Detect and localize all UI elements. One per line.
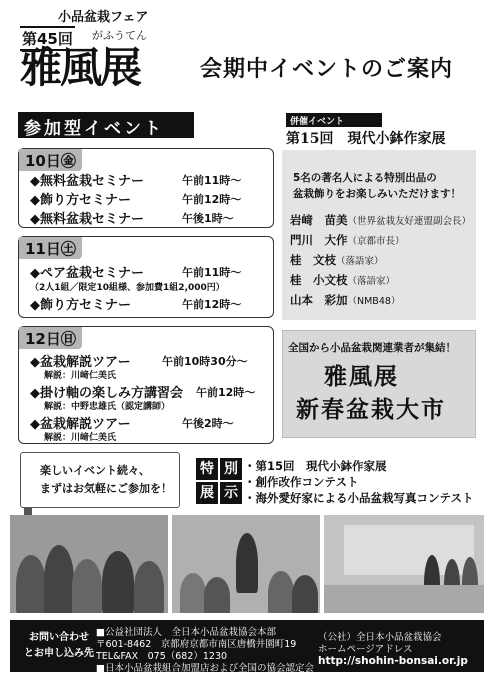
event-time: 午後1時〜 xyxy=(182,212,234,225)
event-row xyxy=(30,189,131,208)
contact-line: 〒601-8462 京都府京都市南区唐橋井園町19 xyxy=(96,639,297,650)
event-photo-crowd xyxy=(10,515,168,613)
contact-heading-line: お問い合わせ xyxy=(29,632,89,643)
event-time: 午前11時〜 xyxy=(182,174,242,187)
guest-name: 門川 大作 xyxy=(290,233,348,247)
page-title: 会期中イベントのご案内 xyxy=(200,57,454,82)
guest-role: （京都市長） xyxy=(347,236,405,247)
event-title: ◆盆栽解説ツアー xyxy=(30,355,131,370)
event-time: 午前12時〜 xyxy=(182,298,242,311)
market-title-1: 雅風展 xyxy=(324,363,399,390)
kyosai-tag: 併催イベント xyxy=(286,113,382,127)
market-title-2: 新春盆栽大市 xyxy=(296,396,446,423)
guest-name: 山本 彩加 xyxy=(290,293,348,307)
guest-person xyxy=(290,212,471,228)
event-time: 午前12時〜 xyxy=(182,193,242,206)
special-char: 別 xyxy=(220,458,242,480)
special-item: ・海外愛好家による小品盆栽写真コンテスト xyxy=(244,491,474,505)
guest-role: （落語家） xyxy=(347,276,396,287)
kyosai-title: 第15回 現代小鉢作家展 xyxy=(286,131,446,147)
guest-description xyxy=(293,170,461,202)
special-char: 示 xyxy=(220,482,242,504)
event-row xyxy=(30,208,144,227)
event-sub: 解説：川﨑仁美氏 xyxy=(44,433,117,443)
event-row xyxy=(30,294,131,313)
market-tagline: 全国から小品盆栽関連業者が集結！ xyxy=(288,342,456,354)
event-time: 午前12時〜 xyxy=(196,386,256,399)
event-photo-seminar xyxy=(172,515,320,613)
special-item: ・創作改作コンテスト xyxy=(244,475,359,489)
event-time: 午前11時〜 xyxy=(182,266,242,279)
special-item: ・第15回 現代小鉢作家展 xyxy=(244,459,387,473)
day-label: 10日㊎ xyxy=(19,149,82,171)
guest-person xyxy=(290,252,384,268)
special-char: 展 xyxy=(196,482,218,504)
event-sub: 解説：川﨑仁美氏 xyxy=(44,371,117,381)
guest-role: （世界盆栽友好連盟副会長） xyxy=(347,216,472,227)
edition-number: 第45回 xyxy=(20,26,75,51)
guest-name: 岩﨑 苗美 xyxy=(290,213,348,227)
events-banner: 参加型イベント xyxy=(18,112,194,138)
event-note: （2人1組／限定10組様、参加費1組2,000円） xyxy=(30,283,225,293)
day-label: 12日㊐ xyxy=(19,327,82,349)
contact-line: ■公益社団法人 全日本小品盆栽協会本部 xyxy=(96,627,276,638)
fair-subtitle: 小品盆栽フェア xyxy=(58,10,149,25)
guest-person xyxy=(290,292,400,308)
contact-heading xyxy=(18,630,100,662)
event-title: ◆掛け軸の楽しみ方講習会 xyxy=(30,386,183,401)
contact-line: TEL&FAX 075（682）1230 xyxy=(96,651,228,662)
event-title: ◆無料盆栽セミナー xyxy=(30,212,144,227)
sign-line: 楽しいイベント続々、 xyxy=(40,464,150,477)
logo-furigana: がふうてん xyxy=(92,29,147,42)
day-label: 11日㊏ xyxy=(19,237,82,259)
association-name: （公社）全日本小品盆栽協会 xyxy=(318,632,442,643)
event-title: ◆ペア盆栽セミナー xyxy=(30,266,144,281)
sign-line: まずはお気軽にご参加を！ xyxy=(40,482,172,495)
gafuten-logo: 雅風展 xyxy=(20,43,141,92)
guest-person xyxy=(290,232,405,248)
guest-name: 桂 文枝 xyxy=(290,253,336,267)
guest-desc-line: 盆栽飾りをお楽しみいただけます！ xyxy=(293,188,461,200)
event-time: 午後2時〜 xyxy=(182,417,234,430)
event-title: ◆飾り方セミナー xyxy=(30,298,131,313)
event-title: ◆飾り方セミナー xyxy=(30,193,131,208)
guest-role: （落語家） xyxy=(336,256,384,267)
event-photo-exhibit xyxy=(324,515,484,613)
homepage-label: ホームページアドレス xyxy=(318,644,413,655)
event-time: 午前10時30分〜 xyxy=(162,355,248,368)
contact-line: ■日本小品盆栽組合加盟店および全国の協会認定会 xyxy=(96,663,314,674)
event-title: ◆無料盆栽セミナー xyxy=(30,174,144,189)
guest-desc-line: 5名の著名人による特別出品の xyxy=(293,172,437,184)
contact-heading-line: とお申し込み先 xyxy=(24,648,94,659)
guest-name: 桂 小文枝 xyxy=(290,273,348,287)
special-char: 特 xyxy=(196,458,218,480)
event-title: ◆盆栽解説ツアー xyxy=(30,417,131,432)
guest-role: （NMB48） xyxy=(347,296,401,307)
event-sub: 解説：中野忠雄氏（認定講師） xyxy=(44,402,171,412)
homepage-url[interactable]: http://shohin-bonsai.or.jp xyxy=(318,655,468,667)
guest-person xyxy=(290,272,395,288)
event-row xyxy=(30,262,144,281)
event-row xyxy=(30,170,144,189)
